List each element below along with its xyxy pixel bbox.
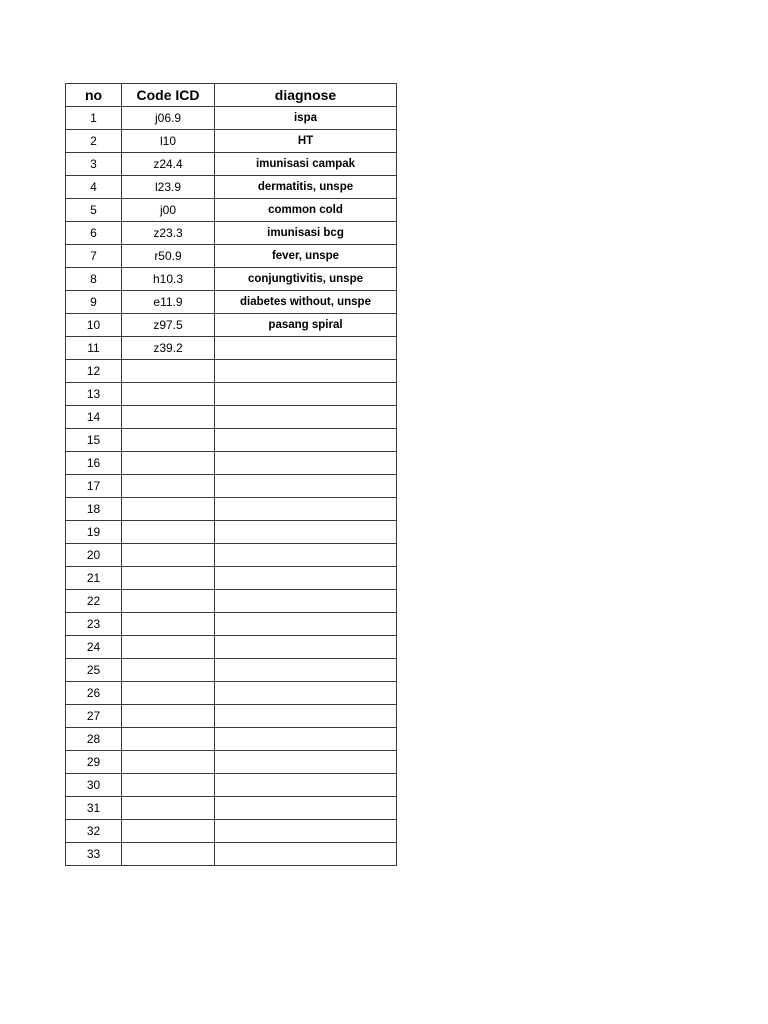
table-row xyxy=(66,429,397,452)
table-row xyxy=(66,636,397,659)
cell-diagnose xyxy=(215,636,397,659)
cell-diagnose xyxy=(215,406,397,429)
cell-code-icd xyxy=(122,590,215,613)
cell-code-icd xyxy=(122,360,215,383)
cell-no: 28 xyxy=(66,728,122,751)
table-row xyxy=(66,567,397,590)
table-row xyxy=(66,452,397,475)
cell-diagnose xyxy=(215,360,397,383)
cell-diagnose: imunisasi bcg xyxy=(215,222,397,245)
cell-diagnose: diabetes without, unspe xyxy=(215,291,397,314)
cell-no: 14 xyxy=(66,406,122,429)
table-row xyxy=(66,590,397,613)
cell-no: 7 xyxy=(66,245,122,268)
cell-no: 4 xyxy=(66,176,122,199)
table-row xyxy=(66,153,397,176)
cell-code-icd xyxy=(122,406,215,429)
cell-code-icd: j06.9 xyxy=(122,107,215,130)
cell-diagnose xyxy=(215,774,397,797)
cell-diagnose xyxy=(215,567,397,590)
cell-diagnose: fever, unspe xyxy=(215,245,397,268)
table-row xyxy=(66,176,397,199)
cell-no: 16 xyxy=(66,452,122,475)
cell-no: 1 xyxy=(66,107,122,130)
cell-code-icd: e11.9 xyxy=(122,291,215,314)
cell-code-icd xyxy=(122,751,215,774)
table-row xyxy=(66,682,397,705)
cell-no: 21 xyxy=(66,567,122,590)
cell-code-icd: l10 xyxy=(122,130,215,153)
cell-no: 26 xyxy=(66,682,122,705)
table-row xyxy=(66,774,397,797)
cell-code-icd: h10.3 xyxy=(122,268,215,291)
table-row xyxy=(66,475,397,498)
header-no: no xyxy=(66,84,122,107)
table-row xyxy=(66,751,397,774)
cell-diagnose: dermatitis, unspe xyxy=(215,176,397,199)
cell-no: 13 xyxy=(66,383,122,406)
cell-code-icd xyxy=(122,452,215,475)
table-row xyxy=(66,130,397,153)
cell-code-icd: z23.3 xyxy=(122,222,215,245)
cell-no: 23 xyxy=(66,613,122,636)
cell-no: 27 xyxy=(66,705,122,728)
cell-code-icd xyxy=(122,544,215,567)
cell-code-icd xyxy=(122,521,215,544)
table-row xyxy=(66,291,397,314)
cell-code-icd xyxy=(122,797,215,820)
header-code-icd: Code ICD xyxy=(122,84,215,107)
cell-code-icd xyxy=(122,636,215,659)
cell-code-icd xyxy=(122,682,215,705)
cell-diagnose: common cold xyxy=(215,199,397,222)
cell-diagnose xyxy=(215,383,397,406)
cell-no: 20 xyxy=(66,544,122,567)
table-row xyxy=(66,337,397,360)
cell-no: 18 xyxy=(66,498,122,521)
table-row xyxy=(66,843,397,866)
table-row xyxy=(66,498,397,521)
cell-no: 6 xyxy=(66,222,122,245)
cell-code-icd xyxy=(122,820,215,843)
table-row xyxy=(66,383,397,406)
cell-code-icd: z24.4 xyxy=(122,153,215,176)
cell-code-icd xyxy=(122,728,215,751)
table-row xyxy=(66,107,397,130)
cell-code-icd: z39.2 xyxy=(122,337,215,360)
cell-code-icd xyxy=(122,705,215,728)
cell-diagnose: HT xyxy=(215,130,397,153)
cell-no: 8 xyxy=(66,268,122,291)
table-row xyxy=(66,797,397,820)
cell-diagnose xyxy=(215,843,397,866)
cell-no: 33 xyxy=(66,843,122,866)
cell-diagnose xyxy=(215,728,397,751)
cell-diagnose xyxy=(215,659,397,682)
cell-no: 10 xyxy=(66,314,122,337)
cell-code-icd: z97.5 xyxy=(122,314,215,337)
cell-code-icd: j00 xyxy=(122,199,215,222)
table-row xyxy=(66,521,397,544)
cell-no: 30 xyxy=(66,774,122,797)
cell-diagnose xyxy=(215,337,397,360)
table-header xyxy=(66,84,397,107)
cell-diagnose xyxy=(215,705,397,728)
table-row xyxy=(66,314,397,337)
cell-diagnose xyxy=(215,613,397,636)
table-row xyxy=(66,613,397,636)
cell-diagnose xyxy=(215,544,397,567)
icd-diagnosis-table xyxy=(65,83,397,866)
cell-code-icd: r50.9 xyxy=(122,245,215,268)
cell-diagnose: ispa xyxy=(215,107,397,130)
cell-code-icd xyxy=(122,843,215,866)
cell-no: 31 xyxy=(66,797,122,820)
cell-no: 25 xyxy=(66,659,122,682)
table-row xyxy=(66,544,397,567)
cell-diagnose xyxy=(215,475,397,498)
cell-code-icd xyxy=(122,429,215,452)
cell-no: 3 xyxy=(66,153,122,176)
header-diagnose: diagnose xyxy=(215,84,397,107)
cell-diagnose: pasang spiral xyxy=(215,314,397,337)
cell-diagnose xyxy=(215,590,397,613)
cell-code-icd xyxy=(122,774,215,797)
table-row xyxy=(66,268,397,291)
cell-no: 15 xyxy=(66,429,122,452)
cell-diagnose xyxy=(215,521,397,544)
cell-diagnose xyxy=(215,498,397,521)
cell-no: 32 xyxy=(66,820,122,843)
table-row xyxy=(66,245,397,268)
header-row xyxy=(66,84,397,107)
cell-diagnose xyxy=(215,820,397,843)
cell-no: 11 xyxy=(66,337,122,360)
cell-diagnose: conjungtivitis, unspe xyxy=(215,268,397,291)
cell-no: 12 xyxy=(66,360,122,383)
cell-diagnose: imunisasi campak xyxy=(215,153,397,176)
table-row xyxy=(66,659,397,682)
cell-diagnose xyxy=(215,797,397,820)
cell-code-icd: l23.9 xyxy=(122,176,215,199)
cell-diagnose xyxy=(215,682,397,705)
cell-no: 9 xyxy=(66,291,122,314)
cell-no: 22 xyxy=(66,590,122,613)
cell-code-icd xyxy=(122,613,215,636)
cell-code-icd xyxy=(122,659,215,682)
cell-code-icd xyxy=(122,567,215,590)
cell-no: 19 xyxy=(66,521,122,544)
cell-diagnose xyxy=(215,751,397,774)
table-body xyxy=(66,107,397,866)
cell-no: 24 xyxy=(66,636,122,659)
cell-no: 29 xyxy=(66,751,122,774)
cell-code-icd xyxy=(122,498,215,521)
table-row xyxy=(66,406,397,429)
table-row xyxy=(66,705,397,728)
cell-code-icd xyxy=(122,475,215,498)
cell-code-icd xyxy=(122,383,215,406)
cell-no: 2 xyxy=(66,130,122,153)
table-row xyxy=(66,820,397,843)
table-row xyxy=(66,360,397,383)
cell-diagnose xyxy=(215,429,397,452)
table-row xyxy=(66,728,397,751)
table-row xyxy=(66,222,397,245)
cell-no: 17 xyxy=(66,475,122,498)
cell-no: 5 xyxy=(66,199,122,222)
table-row xyxy=(66,199,397,222)
cell-diagnose xyxy=(215,452,397,475)
